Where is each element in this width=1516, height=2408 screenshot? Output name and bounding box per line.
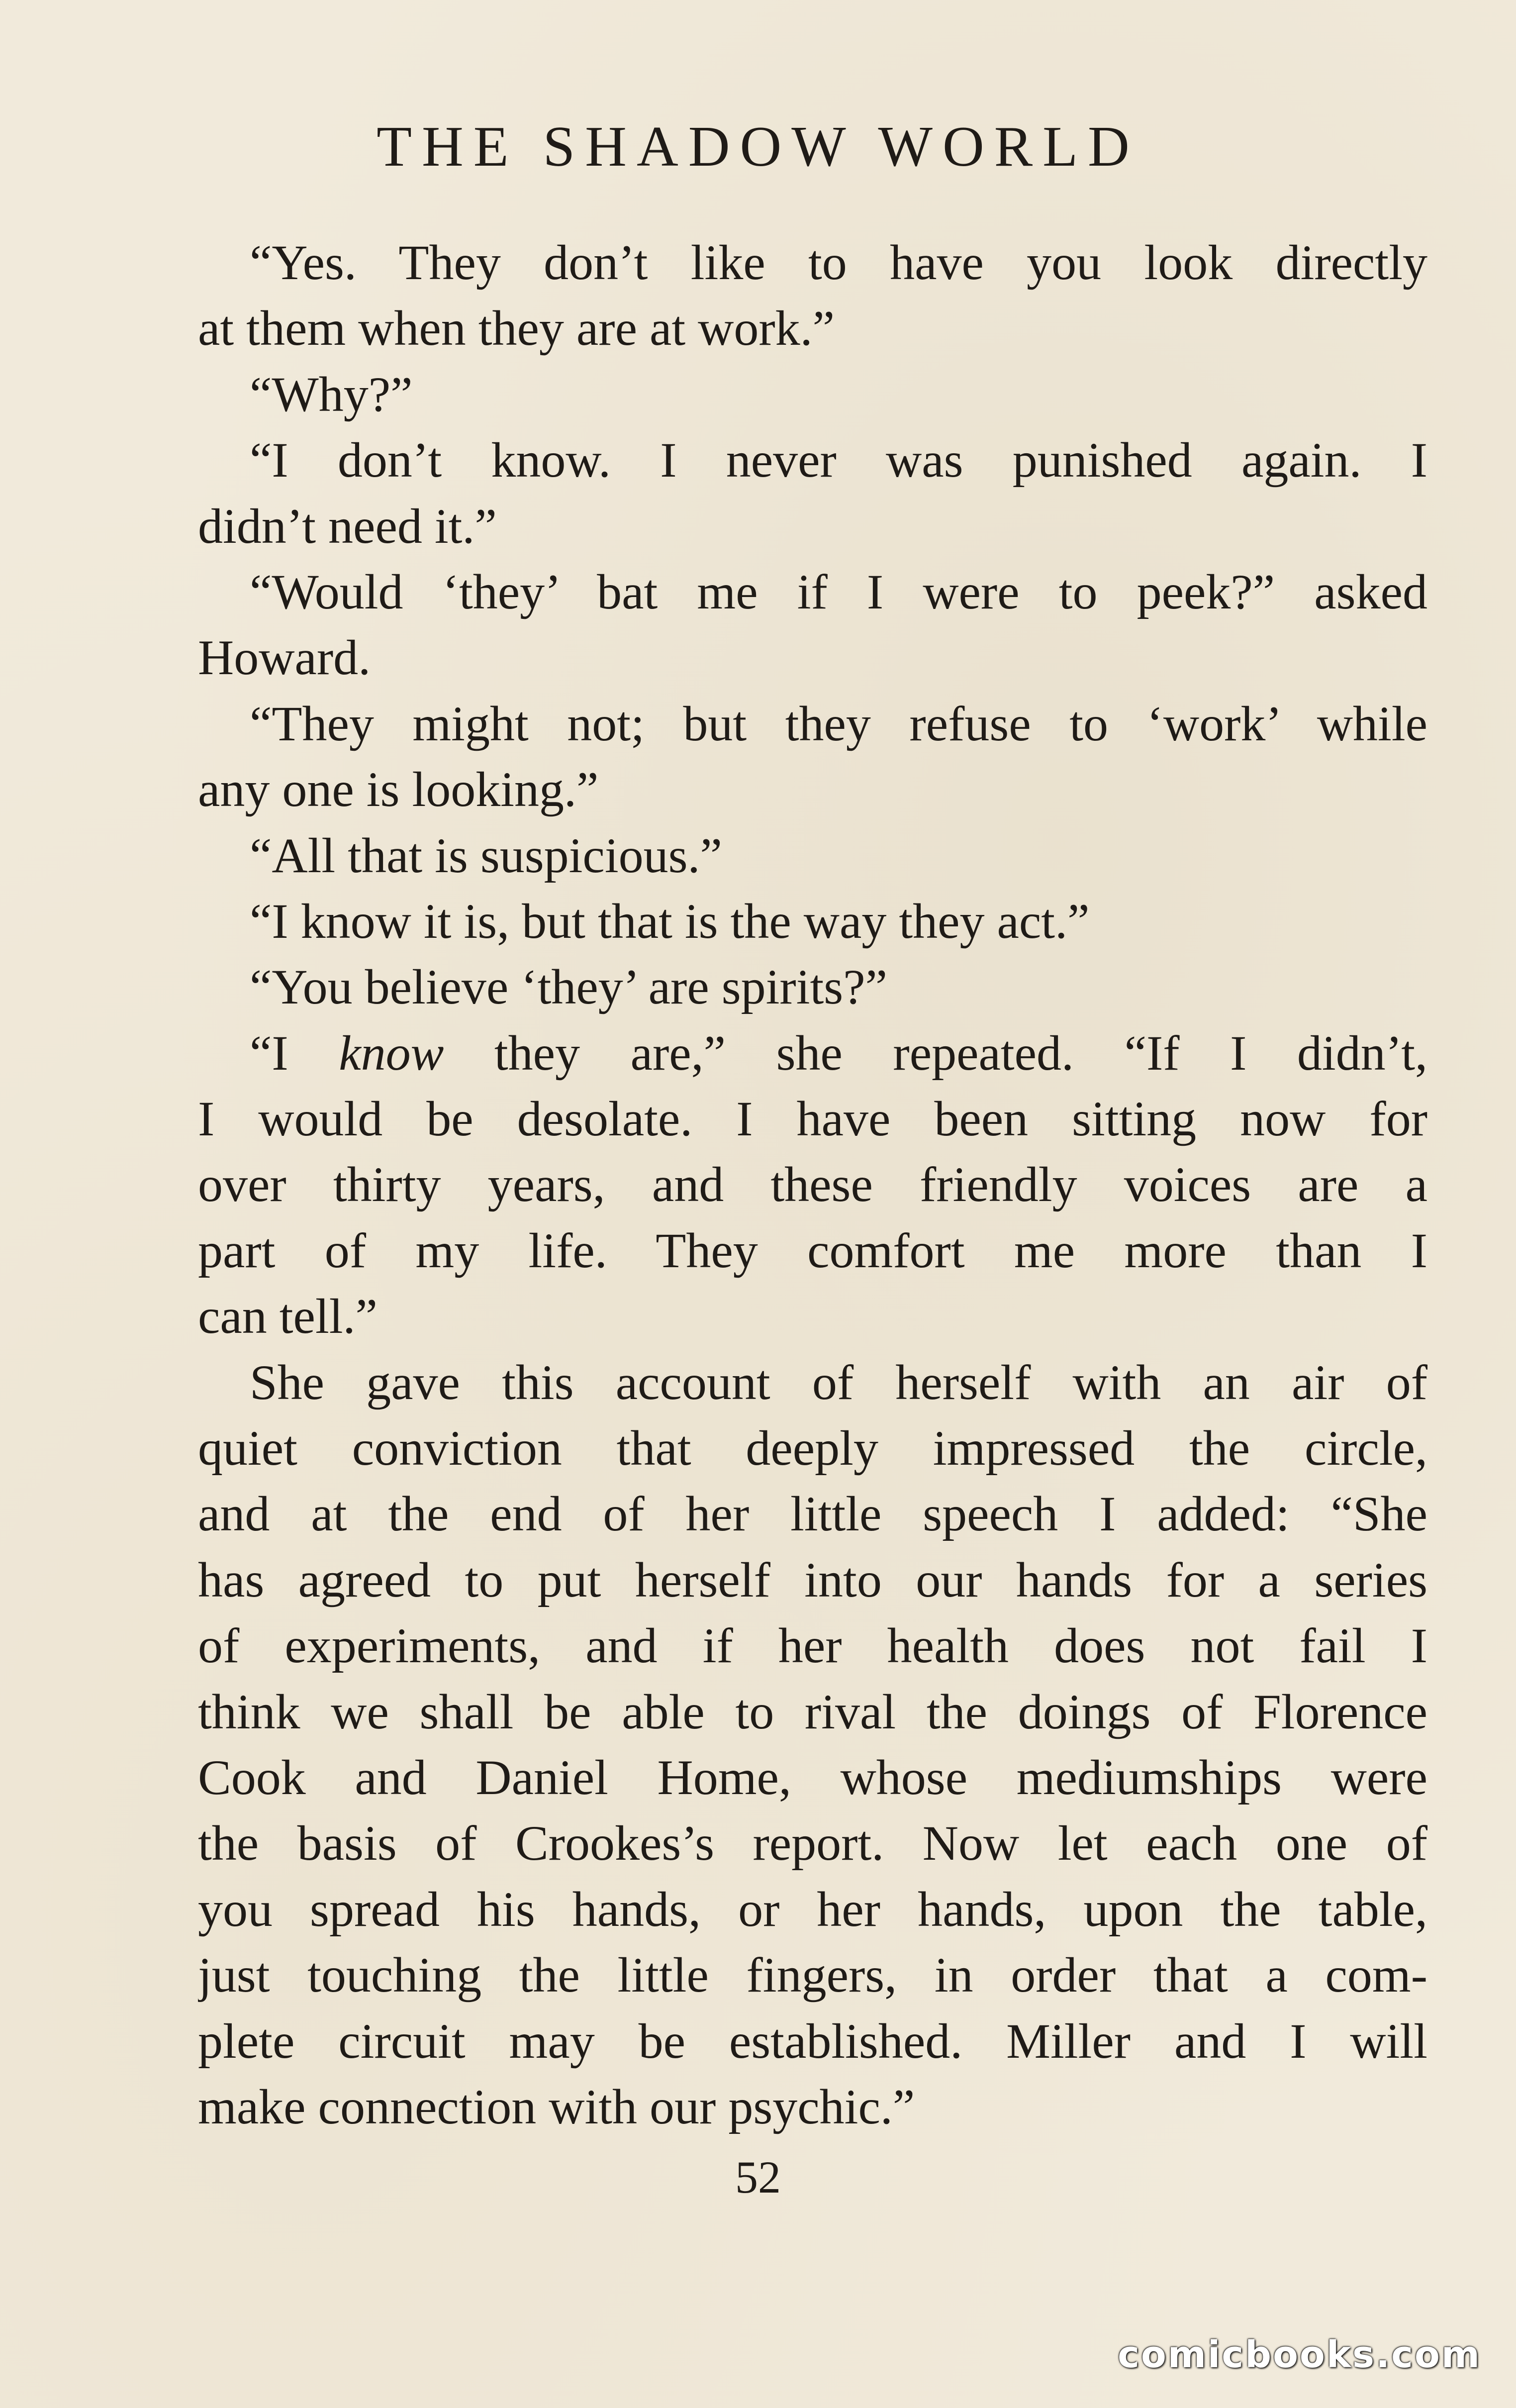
text-line: “Yes. They don’t like to have you look directly xyxy=(250,235,1427,290)
text-line: and at the end of her little speech I added: “She xyxy=(198,1486,1427,1542)
text-line: “Would ‘they’ bat me if I were to peek?” asked xyxy=(250,564,1427,619)
text-line: any one is looking.” xyxy=(198,762,599,817)
text-line: just touching the little fingers, in order that a com- xyxy=(198,1947,1427,2003)
text-line: plete circuit may be established. Miller and I will xyxy=(198,2013,1427,2069)
text-line: “They might not; but they refuse to ‘work’ while xyxy=(250,696,1427,751)
watermark: comicbooks.com xyxy=(1118,2333,1481,2376)
text-line: think we shall be able to rival the doings of Florence xyxy=(198,1684,1427,1739)
text-line: can tell.” xyxy=(198,1289,378,1344)
text-segment: they are,” she repeated. “If I didn’t, xyxy=(444,1025,1427,1081)
text-line: “All that is suspicious.” xyxy=(250,827,722,883)
page-number: 52 xyxy=(735,2152,781,2203)
running-head: THE SHADOW WORLD xyxy=(377,115,1139,179)
text-line: part of my life. They comfort me more than I xyxy=(198,1222,1427,1278)
text-line: “I know it is, but that is the way they act.” xyxy=(250,893,1090,949)
text-line: you spread his hands, or her hands, upon the table, xyxy=(198,1881,1427,1937)
text-line: at them when they are at work.” xyxy=(198,301,835,356)
text-segment: “I xyxy=(250,1025,339,1081)
text-line xyxy=(198,1020,1427,1086)
text-line: Cook and Daniel Home, whose mediumships were xyxy=(198,1749,1427,1805)
text-line: “Why?” xyxy=(250,366,413,422)
text-line: make connection with our psychic.” xyxy=(198,2079,915,2134)
text-line: Howard. xyxy=(198,630,371,686)
text-line: didn’t need it.” xyxy=(198,498,497,554)
body-text xyxy=(198,230,1427,2140)
text-line: She gave this account of herself with an air of xyxy=(250,1354,1427,1410)
text-line: “I don’t know. I never was punished again. I xyxy=(250,432,1427,488)
text-line: over thirty years, and these friendly voices are a xyxy=(198,1157,1427,1212)
text-line: of experiments, and if her health does not fail I xyxy=(198,1618,1427,1674)
text-line: has agreed to put herself into our hands for a series xyxy=(198,1552,1427,1607)
emphasis-text: know xyxy=(339,1025,444,1081)
text-line: the basis of Crookes’s report. Now let each one of xyxy=(198,1815,1427,1871)
text-line: “You believe ‘they’ are spirits?” xyxy=(250,959,887,1015)
text-line: quiet conviction that deeply impressed the circle, xyxy=(198,1420,1427,1476)
text-line: I would be desolate. I have been sitting now for xyxy=(198,1091,1427,1147)
